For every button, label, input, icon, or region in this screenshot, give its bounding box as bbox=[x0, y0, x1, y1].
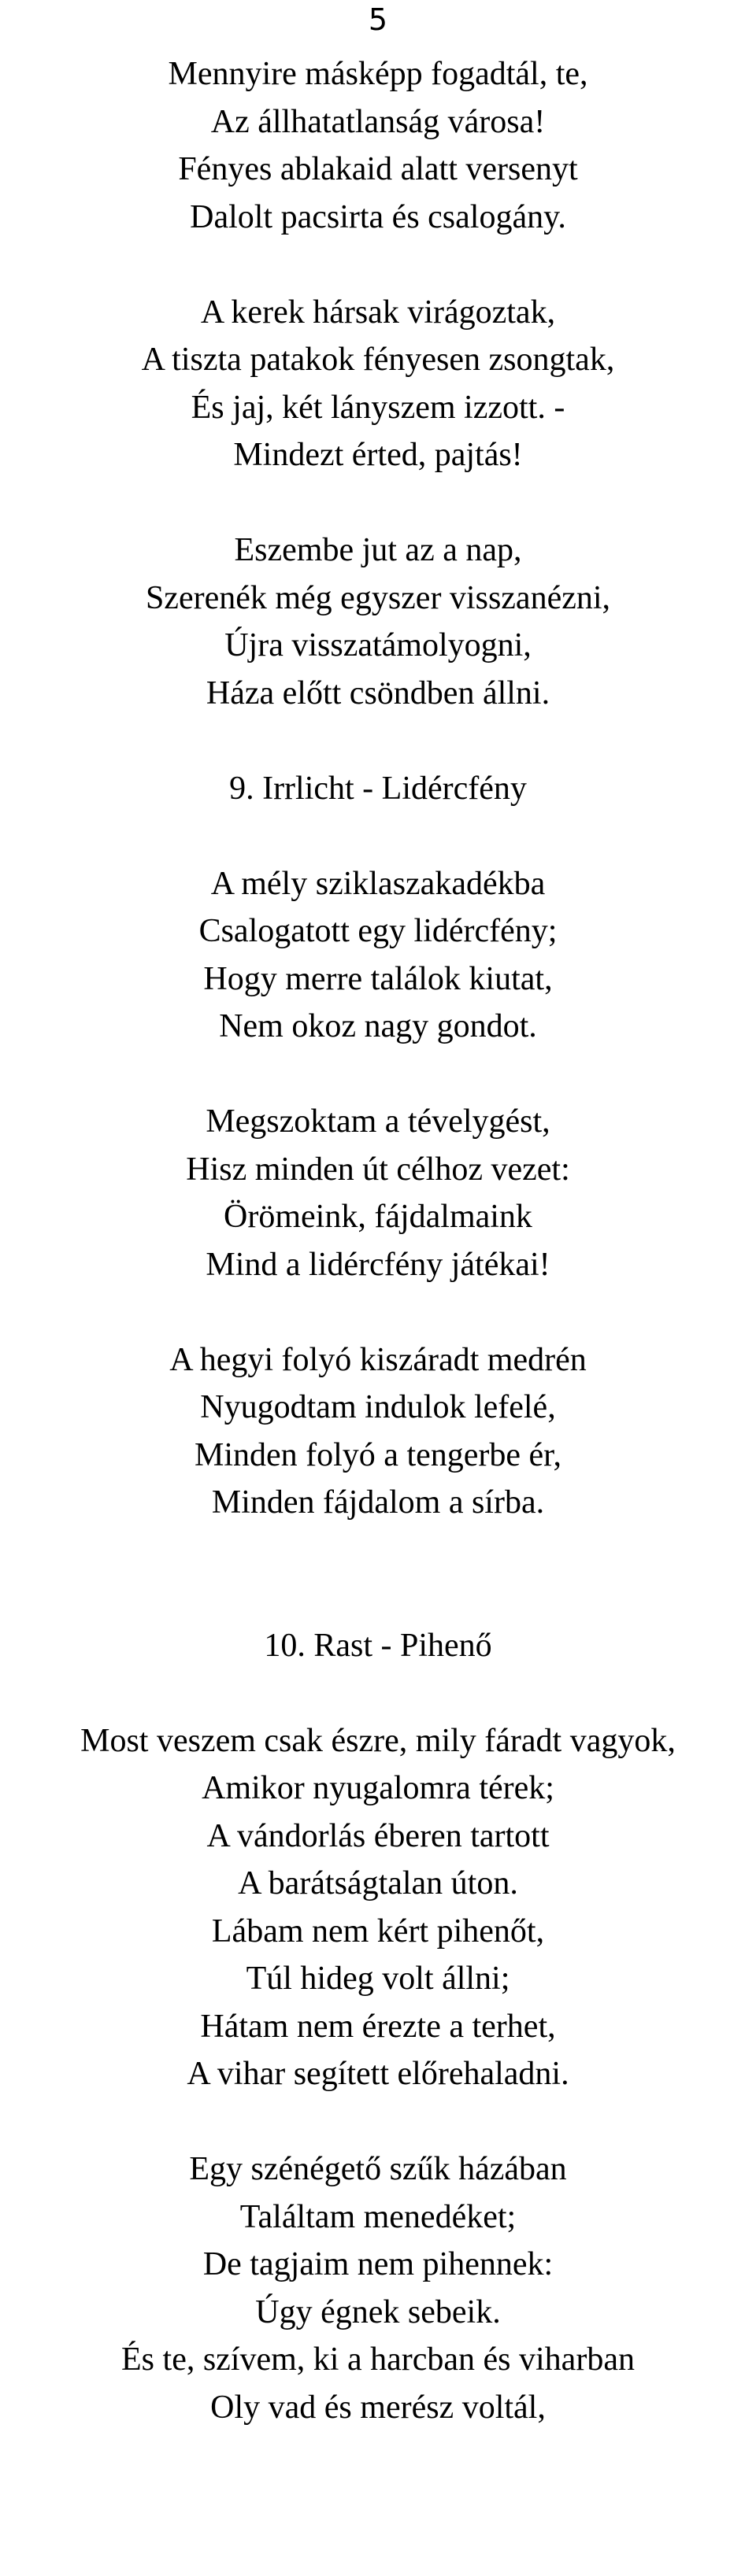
verse-line: Mind a lidércfény játékai! bbox=[206, 1246, 550, 1283]
verse-line: Szerenék még egyszer visszanézni, bbox=[145, 579, 611, 616]
verse-line: Hisz minden út célhoz vezet: bbox=[186, 1151, 570, 1188]
verse-line: És jaj, két lányszem izzott. - bbox=[191, 389, 565, 426]
verse-line: Eszembe jut az a nap, bbox=[234, 532, 522, 568]
stanza bbox=[0, 1336, 756, 1527]
verse-line: Minden fájdalom a sírba. bbox=[211, 1484, 545, 1521]
verse-line: Lábam nem kért pihenőt, bbox=[211, 1913, 545, 1950]
poem-text bbox=[0, 50, 756, 2431]
verse-line: Újra visszatámolyogni, bbox=[224, 627, 532, 663]
verse-line: A mély sziklaszakadékba bbox=[210, 865, 546, 902]
verse-line: És te, szívem, ki a harcban és viharban bbox=[121, 2341, 635, 2378]
section-title: 10. Rast - Pihenő bbox=[264, 1627, 492, 1664]
verse-line: Hogy merre találok kiutat, bbox=[203, 960, 553, 997]
verse-line: Minden folyó a tengerbe ér, bbox=[195, 1436, 561, 1473]
verse-line: Az állhatatlanság városa! bbox=[210, 103, 546, 140]
verse-line: Amikor nyugalomra térek; bbox=[202, 1770, 554, 1806]
verse-line: A barátságtalan úton. bbox=[238, 1865, 518, 1902]
verse-line: A vihar segített előrehaladni. bbox=[187, 2056, 569, 2092]
verse-line: Fényes ablakaid alatt versenyt bbox=[178, 151, 578, 187]
stanza bbox=[0, 50, 756, 241]
verse-line: Megszoktam a tévelygést, bbox=[206, 1103, 550, 1140]
verse-line: Nyugodtam indulok lefelé, bbox=[200, 1389, 556, 1425]
section-title: 9. Irrlicht - Lidércfény bbox=[229, 770, 527, 807]
stanza bbox=[0, 527, 756, 717]
page-number: 5 bbox=[368, 2, 388, 37]
verse-line: A hegyi folyó kiszáradt medrén bbox=[169, 1341, 587, 1378]
verse-line: A vándorlás éberen tartott bbox=[206, 1817, 550, 1854]
verse-line: Találtam menedéket; bbox=[239, 2198, 517, 2235]
verse-line: Most veszem csak észre, mily fáradt vagyok, bbox=[80, 1722, 676, 1759]
verse-line: Dalolt pacsirta és csalogány. bbox=[190, 198, 566, 235]
verse-line: A tiszta patakok fényesen zsongtak, bbox=[141, 342, 615, 378]
verse-line: Mennyire másképp fogadtál, te, bbox=[168, 56, 588, 92]
verse-line: Oly vad és merész voltál, bbox=[210, 2389, 546, 2426]
verse-line: Túl hideg volt állni; bbox=[246, 1961, 510, 1997]
verse-line: Úgy égnek sebeik. bbox=[255, 2293, 501, 2330]
verse-line: Örömeink, fájdalmaink bbox=[224, 1199, 532, 1235]
stanza bbox=[0, 2145, 756, 2431]
stanza bbox=[0, 1098, 756, 1288]
verse-line: Háza előtt csöndben állni. bbox=[206, 674, 550, 711]
verse-line: A kerek hársak virágoztak, bbox=[200, 294, 556, 331]
verse-line: Egy szénégető szűk házában bbox=[189, 2151, 567, 2187]
verse-line: Csalogatott egy lidércfény; bbox=[198, 913, 558, 949]
verse-line: De tagjaim nem pihennek: bbox=[202, 2246, 554, 2282]
stanza bbox=[0, 860, 756, 1051]
stanza bbox=[0, 289, 756, 479]
verse-line: Hátam nem érezte a terhet, bbox=[200, 2008, 556, 2045]
stanza bbox=[0, 1717, 756, 2098]
verse-line: Nem okoz nagy gondot. bbox=[219, 1008, 537, 1044]
verse-line: Mindezt érted, pajtás! bbox=[233, 437, 523, 473]
